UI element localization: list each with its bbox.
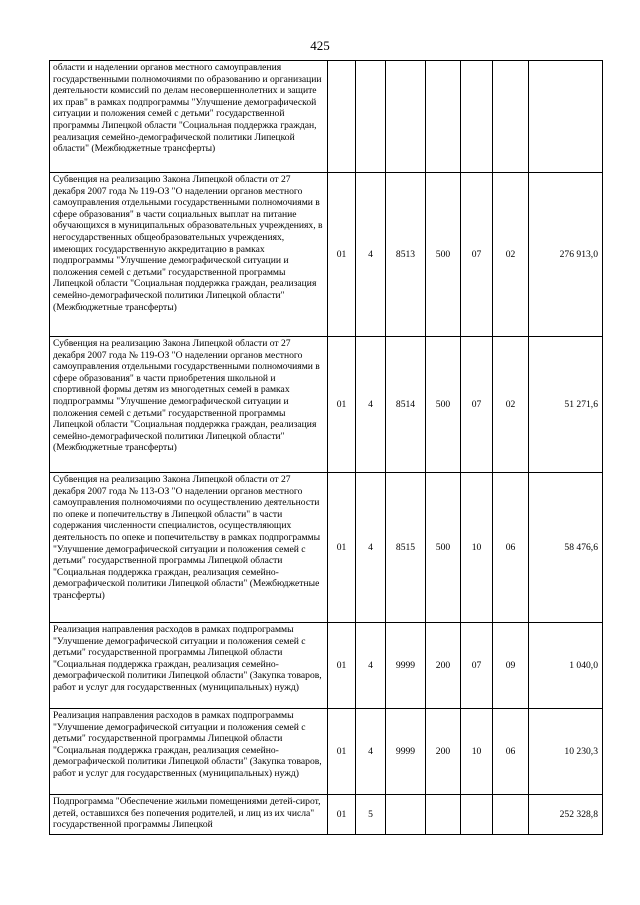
program-code: 01 bbox=[328, 473, 356, 623]
section-code: 07 bbox=[461, 337, 493, 473]
expense-type-code bbox=[426, 795, 461, 835]
section-code bbox=[461, 795, 493, 835]
subsection-code bbox=[493, 61, 529, 173]
row-description: области и наделении органов местного самоуправления государственными полномочиями по образованию и организации деятельности комиссий по делам несовершеннолетних и защите их прав" в рамках подпрограммы "Улучшение демографической ситуации и положения семей с детьми" государственной программы Липецкой области "Социальная поддержка граждан, реализация семейно-демографической политики Липецкой области" (Межбюджетные трансферты) bbox=[50, 61, 328, 173]
subprogram-code: 4 bbox=[356, 623, 386, 709]
expense-type-code: 200 bbox=[426, 623, 461, 709]
row-description: Реализация направления расходов в рамках подпрограммы "Улучшение демографической ситуации и положения семей с детьми" государственной программы Липецкой области "Социальная поддержка граждан, реализация семейно-демографической политики Липецкой области" (Закупка товаров, работ и услуг для государственных (муниципальных) нужд) bbox=[50, 623, 328, 709]
section-code: 07 bbox=[461, 173, 493, 337]
table-row bbox=[50, 795, 603, 835]
table-row bbox=[50, 623, 603, 709]
amount: 252 328,8 bbox=[529, 795, 603, 835]
expense-type-code: 200 bbox=[426, 709, 461, 795]
subsection-code: 06 bbox=[493, 473, 529, 623]
expense-type-code: 500 bbox=[426, 473, 461, 623]
page-number: 425 bbox=[310, 38, 330, 53]
amount: 51 271,6 bbox=[529, 337, 603, 473]
program-code: 01 bbox=[328, 623, 356, 709]
table-row bbox=[50, 473, 603, 623]
program-code bbox=[328, 61, 356, 173]
subprogram-code: 4 bbox=[356, 473, 386, 623]
row-description: Субвенция на реализацию Закона Липецкой области от 27 декабря 2007 года № 119-ОЗ "О наделении органов местного самоуправления отдельными государственными полномочиями в сфере образования" в части социальных выплат на питание обучающихся в муниципальных образовательных учреждениях, в негосударственных общеобразовательных учреждениях, имеющих государственную аккредитацию в рамках подпрограммы "Улучшение демографической ситуации и положения семей с детьми" государственной программы Липецкой области "Социальная поддержка граждан, реализация семейно-демографической политики Липецкой области" (Межбюджетные трансферты) bbox=[50, 173, 328, 337]
direction-code: 8515 bbox=[386, 473, 426, 623]
section-code bbox=[461, 61, 493, 173]
expense-type-code: 500 bbox=[426, 337, 461, 473]
program-code: 01 bbox=[328, 173, 356, 337]
row-description: Реализация направления расходов в рамках подпрограммы "Улучшение демографической ситуации и положения семей с детьми" государственной программы Липецкой области "Социальная поддержка граждан, реализация семейно-демографической политики Липецкой области" (Закупка товаров, работ и услуг для государственных (муниципальных) нужд) bbox=[50, 709, 328, 795]
row-description: Субвенция на реализацию Закона Липецкой области от 27 декабря 2007 года № 113-ОЗ "О наделении органов местного самоуправления полномочиями по осуществлению деятельности по опеке и попечительству в Липецкой области" в части содержания численности специалистов, осуществляющих деятельность по опеке и попечительству в рамках подпрограммы "Улучшение демографической ситуации и положения семей с детьми" государственной программы Липецкой области "Социальная поддержка граждан, реализация семейно-демографической политики Липецкой области" (Межбюджетные трансферты) bbox=[50, 473, 328, 623]
program-code: 01 bbox=[328, 337, 356, 473]
direction-code bbox=[386, 61, 426, 173]
amount bbox=[529, 61, 603, 173]
row-description: Субвенция на реализацию Закона Липецкой области от 27 декабря 2007 года № 119-ОЗ "О наделении органов местного самоуправления отдельными государственными полномочиями в сфере образования" в части приобретения школьной и спортивной формы детям из многодетных семей в рамках подпрограммы "Улучшение демографической ситуации и положения семей с детьми" государственной программы Липецкой области "Социальная поддержка граждан, реализация семейно-демографической политики Липецкой области" (Межбюджетные трансферты) bbox=[50, 337, 328, 473]
subprogram-code: 4 bbox=[356, 173, 386, 337]
table-row bbox=[50, 709, 603, 795]
subprogram-code: 5 bbox=[356, 795, 386, 835]
direction-code bbox=[386, 795, 426, 835]
amount: 1 040,0 bbox=[529, 623, 603, 709]
budget-table bbox=[49, 60, 603, 835]
section-code: 07 bbox=[461, 623, 493, 709]
section-code: 10 bbox=[461, 709, 493, 795]
row-description: Подпрограмма "Обеспечение жильми помещениями детей-сирот, детей, оставшихся без попечения родителей, и лиц из их числа" государственной программы Липецкой bbox=[50, 795, 328, 835]
table-row bbox=[50, 173, 603, 337]
direction-code: 9999 bbox=[386, 709, 426, 795]
table-row bbox=[50, 61, 603, 173]
subprogram-code bbox=[356, 61, 386, 173]
subsection-code: 09 bbox=[493, 623, 529, 709]
direction-code: 8514 bbox=[386, 337, 426, 473]
table-row bbox=[50, 337, 603, 473]
subsection-code bbox=[493, 795, 529, 835]
amount: 10 230,3 bbox=[529, 709, 603, 795]
expense-type-code: 500 bbox=[426, 173, 461, 337]
subsection-code: 02 bbox=[493, 173, 529, 337]
section-code: 10 bbox=[461, 473, 493, 623]
subsection-code: 02 bbox=[493, 337, 529, 473]
subsection-code: 06 bbox=[493, 709, 529, 795]
subprogram-code: 4 bbox=[356, 337, 386, 473]
program-code: 01 bbox=[328, 795, 356, 835]
subprogram-code: 4 bbox=[356, 709, 386, 795]
direction-code: 8513 bbox=[386, 173, 426, 337]
direction-code: 9999 bbox=[386, 623, 426, 709]
program-code: 01 bbox=[328, 709, 356, 795]
amount: 58 476,6 bbox=[529, 473, 603, 623]
expense-type-code bbox=[426, 61, 461, 173]
amount: 276 913,0 bbox=[529, 173, 603, 337]
